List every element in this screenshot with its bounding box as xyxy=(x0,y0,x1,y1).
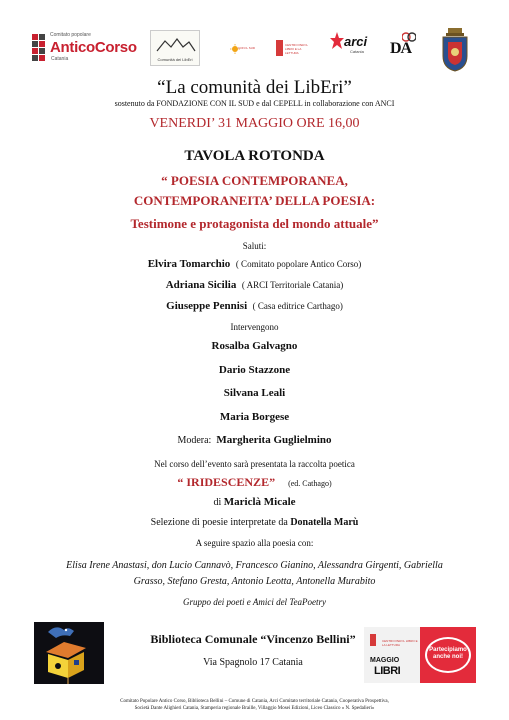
anticorso-small-text: Comitato popolare xyxy=(50,32,91,38)
maggio-dei-libri-banner xyxy=(364,627,476,683)
comunita-logo xyxy=(150,30,200,66)
speaker-name: Dario Stazzone xyxy=(218,364,291,376)
page-title: “La comunità dei LibEri” xyxy=(157,77,352,98)
arci-logo xyxy=(330,32,374,62)
arci-city: Catania xyxy=(350,49,364,54)
maggio-left-panel xyxy=(364,627,420,683)
birdhouse-illustration xyxy=(34,622,104,684)
saluti-person xyxy=(0,258,509,270)
saluti-person-role: ( Casa editrice Carthago) xyxy=(252,301,343,311)
footer-line-2: Società Dante Alighieri Catania, Stamperia regionale Braille, Villaggio Mosei Edizioni, Liceo Classico « N. Spedalieri» xyxy=(134,706,375,711)
arci-name: arci xyxy=(344,34,368,49)
saluti-label: Saluti: xyxy=(242,241,267,251)
book-author: Mariclà Micale xyxy=(223,496,296,508)
da-logo xyxy=(388,32,424,62)
saluti-person xyxy=(0,300,509,312)
cepell-text: CENTRO PER IL LIBRO E LA LETTURA xyxy=(285,43,308,55)
selezione-name: Donatella Marù xyxy=(290,517,359,528)
con-il-sud-text: CON IL SUD xyxy=(238,46,256,50)
moderator-name: Margherita Guglielmino xyxy=(216,434,332,446)
poets-group: Gruppo dei poeti e Amici del TeaPoetry xyxy=(183,597,326,607)
con-il-sud-logo xyxy=(230,38,264,60)
saluti-person-role: ( ARCI Territoriale Catania) xyxy=(241,280,344,290)
maggio-title-2: LIBRI xyxy=(374,665,401,677)
maggio-logo-text: CENTRO PER IL LIBRO E LA LETTURA xyxy=(382,639,418,647)
saluti-person-name: Giuseppe Pennisi xyxy=(166,300,248,312)
book-title: “ IRIDESCENZE” xyxy=(177,475,276,489)
event-type: TAVOLA ROTONDA xyxy=(184,148,325,164)
poets-line-2: Grasso, Stefano Gresta, Antonio Leotta, Antonella Murabito xyxy=(133,576,376,587)
book-title-row xyxy=(0,475,509,490)
anticorso-name: AnticoCorso xyxy=(50,39,137,56)
event-title-line-2: CONTEMPORANEITA’ DELLA POESIA: xyxy=(133,193,376,208)
saluti-person-name: Adriana Sicilia xyxy=(165,279,237,291)
moderator xyxy=(0,434,509,446)
participate-badge-text: Partecipiamo anche noi! xyxy=(429,647,467,660)
participate-badge xyxy=(425,637,471,673)
footer-credits xyxy=(0,698,509,712)
da-text: DA xyxy=(390,40,412,57)
mountains-icon xyxy=(151,31,199,55)
book-intro: Nel corso dell’evento sarà presentata la raccolta poetica xyxy=(154,459,355,469)
arci-star-icon xyxy=(330,32,344,50)
maggio-title-1: MAGGIO xyxy=(370,657,400,664)
event-date: VENERDI’ 31 MAGGIO ORE 16,00 xyxy=(149,116,360,131)
speaker-name: Maria Borgese xyxy=(219,411,290,423)
footer-line-1: Comitato Popolare Antico Corso, Biblioteca Bellini – Comune di Catania, Arci Comitato territoriale Catania, Cooperativa Prospettiva, xyxy=(120,699,389,704)
book-icon xyxy=(276,40,284,56)
event-title-line-3: Testimone e protagonista del mondo attuale” xyxy=(130,216,379,231)
anticorso-mark-icon xyxy=(32,34,46,62)
saluti-person-role: ( Comitato popolare Antico Corso) xyxy=(235,259,362,269)
anticorso-logo xyxy=(32,30,144,66)
maggio-cepell-logo xyxy=(370,632,418,648)
comunita-logo-text: Comunità dei LibEri xyxy=(157,57,193,62)
maggio-right-panel xyxy=(420,627,476,683)
cepell-logo xyxy=(276,40,316,58)
selezione-text: Selezione di poesie interpretate da xyxy=(150,517,288,528)
poetry-intro: A seguire spazio alla poesia con: xyxy=(195,538,314,548)
selezione-row xyxy=(0,517,509,528)
sponsor-line: sostenuto da FONDAZIONE CON IL SUD e dal CEPELL in collaborazione con ANCI xyxy=(114,99,395,108)
speaker-name: Rosalba Galvagno xyxy=(211,340,298,352)
poets-line-1: Elisa Irene Anastasi, don Lucio Cannavò, Francesco Gianino, Alessandra Girgenti, Gabriella xyxy=(66,560,443,571)
venue-address: Via Spagnolo 17 Catania xyxy=(203,657,303,668)
venue-name: Biblioteca Comunale “Vincenzo Bellini” xyxy=(150,632,356,646)
moderator-label: Modera: xyxy=(177,435,212,446)
maggio-book-icon xyxy=(370,634,378,646)
logo-strip xyxy=(0,28,509,80)
book-author-label: di xyxy=(213,497,222,508)
book-author-row xyxy=(0,496,509,508)
saluti-person xyxy=(0,279,509,291)
intervengono-label: Intervengono xyxy=(230,322,279,332)
catania-crest-icon xyxy=(440,28,470,72)
event-title-line-1: “ POESIA CONTEMPORANEA, xyxy=(161,173,348,188)
speaker-name: Silvana Leali xyxy=(223,387,286,399)
book-publisher: (ed. Cathago) xyxy=(288,479,332,488)
anticorso-city: Catania xyxy=(51,56,69,62)
saluti-person-name: Elvira Tomarchio xyxy=(147,258,231,270)
